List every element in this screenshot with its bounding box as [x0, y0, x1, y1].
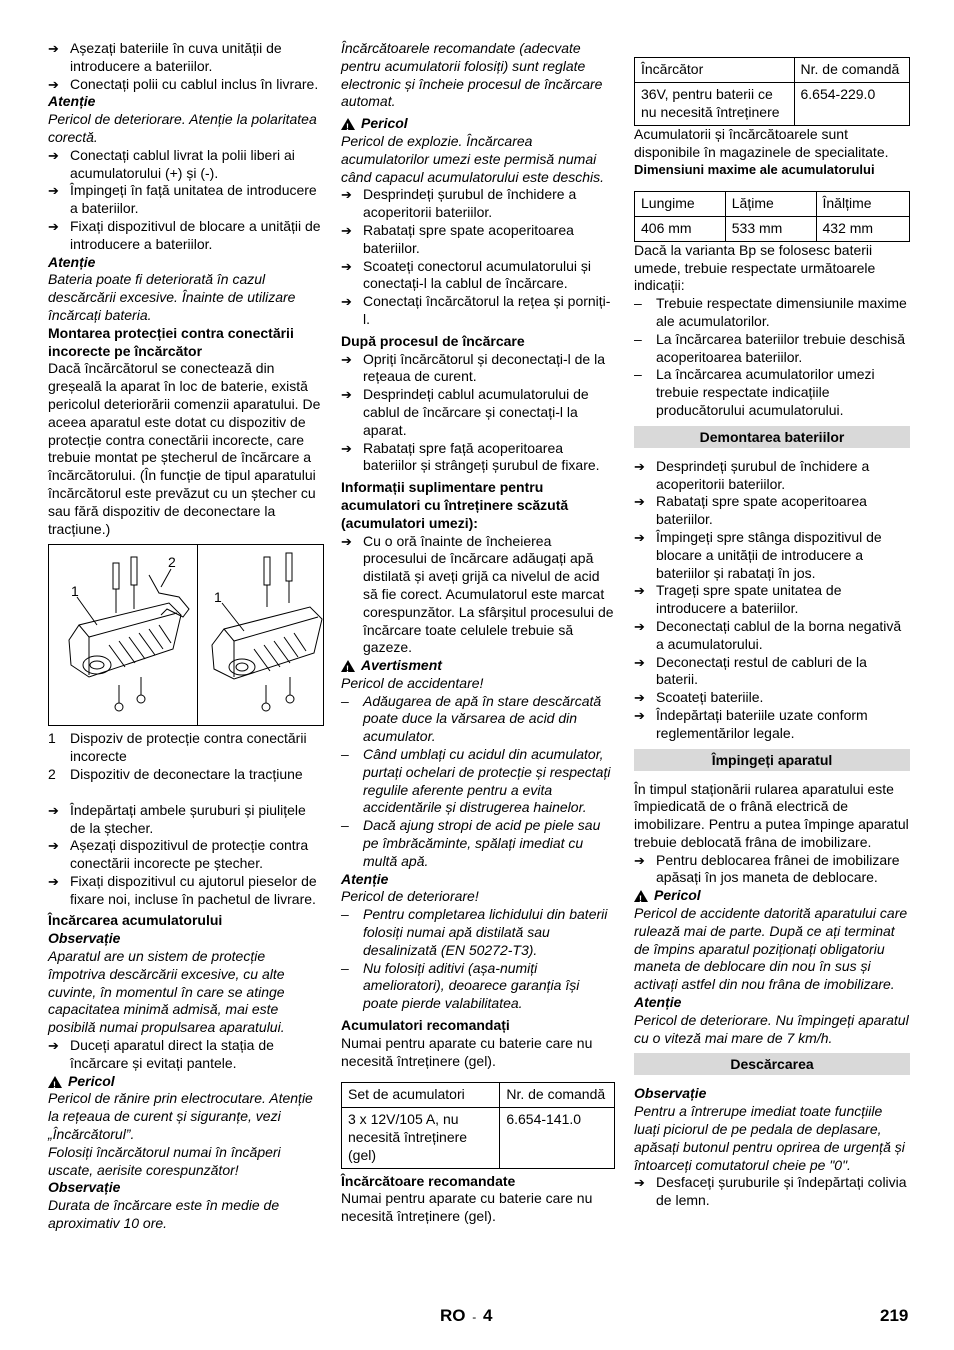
table-header-cell: Lățime: [725, 192, 816, 217]
attention-text: Pericol de deteriorare. Atenție la polaritatea corectă.: [48, 111, 317, 145]
legend-item: [48, 766, 324, 784]
section-heading: Montarea protecției contra conectării incorecte pe încărcător: [48, 324, 294, 359]
section-heading: Acumulatori recomandați: [341, 1017, 510, 1034]
plug-protection-drawing: [198, 545, 325, 725]
note-text: Aparatul are un sistem de protecție împotriva descărcării excesive, cu alte cuvinte, în momentul în care se atinge capacitatea minimă admisă, mai este posibilă numai propulsarea aparatului.: [48, 948, 285, 1036]
table-header-row: [342, 1083, 615, 1108]
step: ➔ Cu o oră înainte de încheierea procesului de încărcare adăugați apă distilată și aveți grijă ca nivelul de acid să fie corect. Acumulatorul este marcat corespunzător. La sfârșitul procesului de încărcare toate celulele trebuie să gazeze.: [341, 533, 615, 658]
dash-item: – Dacă ajung stropi de acid pe piele sau pe îmbrăcăminte, spălați imediat cu multă apă.: [341, 817, 615, 870]
step: ➔ Trageți spre spate unitatea de introducere a bateriilor.: [634, 582, 910, 618]
dash-item: – Pentru completarea lichidului din baterii folosiți numai apă distilată sau desalinizată (EN 50272-T3).: [341, 906, 615, 959]
section-banner-unloading: Descărcarea: [634, 1053, 910, 1075]
legend-number: 1: [48, 730, 56, 747]
danger-header: [341, 115, 615, 133]
table-header-row: [635, 58, 910, 83]
table-header-cell: Nr. de comandă: [500, 1083, 615, 1108]
legend-text: Dispoziv de protecție contra conectării incorecte: [70, 730, 307, 765]
step: ➔ Desfaceți șuruburile și îndepărtați colivia de lemn.: [634, 1174, 910, 1210]
table-cell: 6.654-229.0: [794, 82, 910, 125]
note-title: Observație: [48, 930, 121, 947]
warning-icon: [341, 118, 355, 130]
plug-protection-drawing: [49, 545, 197, 725]
legend-item: [48, 730, 324, 766]
danger-title: Pericol: [68, 1072, 115, 1089]
step: ➔ Desprindeți șurubul de închidere a acoperitorii bateriilor.: [634, 458, 910, 494]
warning-text: Pericol de accidentare!: [341, 674, 484, 691]
danger-header: [48, 1073, 324, 1091]
step: ➔ Așezați bateriile în cuva unității de introducere a bateriilor.: [48, 40, 324, 76]
danger-title: Pericol: [654, 887, 701, 904]
attention-title: Atenție: [48, 93, 96, 110]
attention-text: Pericol de deteriorare. Nu împingeți aparatul cu o viteză mai mare de 7 km/h.: [634, 1011, 909, 1046]
attention-title: Atenție: [341, 870, 389, 887]
step: ➔ Desprindeți șurubul de închidere a acoperitorii bateriilor.: [341, 186, 615, 222]
section-heading: Încărcarea acumulatorului: [48, 912, 223, 929]
warning-icon: [48, 1076, 62, 1088]
table-header-cell: Nr. de comandă: [794, 58, 910, 83]
step: ➔ Conectați încărcătorul la rețea și porniți-l.: [341, 293, 615, 329]
figure-label: 1: [71, 583, 79, 600]
paragraph: În timpul staționării rularea aparatului este împiedicată de o frână electrică de imobilizare. Pentru a putea împinge aparatul trebuie deblocată frâna de imobilizare.: [634, 780, 909, 850]
table-cell: 6.654-141.0: [500, 1108, 615, 1168]
section-heading: Încărcătoare recomandate: [341, 1172, 516, 1189]
charger-table: [634, 57, 910, 126]
step: ➔ Așezați dispozitivul de protecție contra conectării incorecte pe ștecher.: [48, 837, 324, 873]
dash-item: – Când umblați cu acidul din acumulator, purtați ochelari de protecție și respectați regulile aferente pentru a evita accidentările și distrugerea hainelor.: [341, 746, 615, 817]
table-cell: 36V, pentru baterii ce nu necesită întreținere: [635, 82, 795, 125]
warning-title: Avertisment: [361, 657, 442, 674]
attention-text: Bateria poate fi deteriorată în cazul descărcării excesive. Înainte de utilizare încărcați bateria.: [48, 271, 296, 323]
danger-text: Pericol de explozie. Încărcarea acumulatorilor umezi este permisă numai când capacul acumulatorului este deschis.: [341, 132, 605, 185]
section-banner-push-device: Împingeți aparatul: [634, 749, 910, 771]
step: ➔ Rabatați spre față acoperitoarea bateriilor și strângeți șurubul de fixare.: [341, 440, 615, 476]
column-3: [634, 57, 910, 1210]
step: ➔ Rabatați spre spate acoperitoarea bateriilor.: [634, 493, 910, 529]
table-header-cell: Set de acumulatori: [342, 1083, 500, 1108]
table-cell: 3 x 12V/105 A, nu necesită întreținere (gel): [342, 1108, 500, 1168]
table-cell: 406 mm: [635, 216, 726, 241]
attention-title: Atenție: [48, 253, 96, 270]
section-heading: Informații suplimentare pentru acumulatori cu întreținere scăzută (acumulatori umezi):: [341, 479, 569, 531]
table-cell: 432 mm: [816, 216, 910, 241]
paragraph: Dacă încărcătorul se conectează din greșeală la aparat în loc de baterie, există pericolul deteriorării comenzii aparatului. De aceea aparatul este dotat cu dispozitiv de protecție contra conectării incorecte, care trebuie montat pe ștecherul de încărcare a încărcătorului. (În funcție de tipul aparatului încărcătorul este prevăzut cu un ștecher cu sau fără dispozitiv de deconectare la tracțiune.): [48, 360, 321, 537]
table-cell: 533 mm: [725, 216, 816, 241]
step: ➔ Îndepărtați bateriile uzate conform reglementărilor legale.: [634, 707, 910, 743]
step: ➔ Deconectați cablul de la borna negativă a acumulatorului.: [634, 618, 910, 654]
connector-figure: [48, 544, 324, 726]
section-banner-battery-removal: Demontarea bateriilor: [634, 426, 910, 448]
danger-text: Pericol de accidente datorită aparatului care rulează mai de parte. După ce ați terminat de împins aparatul poziționați obligatoriu maneta de deblocare din nou în sus și activați astfel din nou frâna de imobilizare.: [634, 905, 908, 993]
danger-text: Folosiți încărcătorul numai în încăperi uscate, aerisite corespunzător!: [48, 1143, 281, 1178]
section-heading: După procesul de încărcare: [341, 332, 525, 349]
danger-title: Pericol: [361, 115, 408, 132]
dash-item: – La încărcarea acumulatorilor umezi trebuie respectate indicațiile producătorului acumulatorului.: [634, 366, 910, 419]
dash-item: – Adăugarea de apă în stare descărcată poate duce la vărsarea de acid din acumulator.: [341, 693, 615, 746]
note-text: Pentru a întrerupe imediat toate funcțiile luați piciorul de pe pedala de deplasare, apăsați butonul pentru oprirea de urgență și întoarceți comutatorul cheie pe "0".: [634, 1103, 905, 1173]
step: ➔ Duceți aparatul direct la stația de încărcare și evitați pantele.: [48, 1037, 324, 1073]
step: ➔ Opriți încărcătorul și deconectați-l de la rețeaua de curent.: [341, 351, 615, 387]
step: ➔ Deconectați restul de cabluri de la baterii.: [634, 654, 910, 690]
attention-title: Atenție: [634, 994, 682, 1011]
paragraph: Numai pentru aparate cu baterie care nu necesită întreținere (gel).: [341, 1034, 593, 1069]
table-header-cell: Lungime: [635, 192, 726, 217]
dash-item: – La încărcarea bateriilor trebuie deschisă acoperitoarea bateriilor.: [634, 331, 910, 367]
footer-total-page: 219: [880, 1306, 909, 1325]
footer-language: RO: [440, 1306, 466, 1325]
table-row: [635, 216, 910, 241]
step: ➔ Fixați dispozitivul cu ajutorul pieselor de fixare noi, incluse în pachetul de livrare.: [48, 873, 324, 909]
danger-header: [634, 887, 910, 905]
paragraph: Dacă la varianta Bp se folosesc baterii umede, trebuie respectate următoarele indicații:: [634, 241, 876, 294]
figure-label: 2: [168, 554, 176, 571]
figure-label: 1: [214, 589, 222, 606]
step: ➔ Conectați cablul livrat la polii liberi ai acumulatorului (+) și (-).: [48, 147, 324, 183]
paragraph: Numai pentru aparate cu baterie care nu necesită întreținere (gel).: [341, 1190, 593, 1225]
section-heading: Dimensiuni maxime ale acumulatorului: [634, 162, 875, 178]
dimensions-table: [634, 191, 910, 242]
column-2: [341, 40, 615, 1226]
step: ➔ Scoateți conectorul acumulatorului și conectați-l la cablul de încărcare.: [341, 258, 615, 294]
paragraph: Acumulatorii și încărcătoarele sunt disponibile în magazinele de specialitate.: [634, 125, 889, 160]
table-header-cell: Înălțime: [816, 192, 910, 217]
battery-table: [341, 1082, 615, 1168]
warning-header: [341, 657, 615, 675]
step: ➔ Împingeți spre stânga dispozitivul de blocare a unității de introducere a bateriilor și rabatați în jos.: [634, 529, 910, 582]
step: ➔ Desprindeți cablul acumulatorului de cablul de încărcare și conectați-l la aparat.: [341, 386, 615, 439]
note-text: Durata de încărcare este în medie de aproximativ 10 ore.: [48, 1197, 280, 1232]
step: ➔ Îndepărtați ambele șuruburi și piulițele de la ștecher.: [48, 802, 324, 838]
warning-icon: [341, 660, 355, 672]
footer-page-label: [440, 1306, 492, 1326]
attention-text: Pericol de deteriorare!: [341, 888, 479, 905]
step: ➔ Conectați polii cu cablul inclus în livrare.: [48, 76, 324, 94]
note-title: Observație: [48, 1179, 121, 1196]
note-title: Observație: [634, 1085, 707, 1102]
step: ➔ Pentru deblocarea frânei de imobilizare apăsați în jos maneta de deblocare.: [634, 852, 910, 888]
danger-text: Pericol de rănire prin electrocutare. Atenție la rețeaua de curent și siguranțe, vezi „Încărcătorul”.: [48, 1090, 313, 1143]
step: ➔ Rabatați spre spate acoperitoarea bateriilor.: [341, 222, 615, 258]
figure-right-panel: [197, 545, 325, 725]
legend-number: 2: [48, 765, 56, 782]
footer-page: 4: [482, 1306, 493, 1325]
table-header-cell: Încărcător: [635, 58, 795, 83]
table-row: [635, 82, 910, 125]
step: ➔ Împingeți în față unitatea de introducere a bateriilor.: [48, 182, 324, 218]
warning-icon: [634, 890, 648, 902]
footer-separator: -: [472, 1310, 477, 1324]
paragraph: Încărcătoarele recomandate (adecvate pentru acumulatorii folosiți) sunt reglate electronic și încheie procesul de încărcare automat.: [341, 40, 603, 110]
table-row: [342, 1108, 615, 1168]
step: ➔ Scoateți bateriile.: [634, 689, 910, 707]
dash-item: – Trebuie respectate dimensiunile maxime ale acumulatorilor.: [634, 295, 910, 331]
legend-text: Dispozitiv de deconectare la tracțiune: [70, 765, 303, 782]
column-1: [48, 40, 324, 1233]
table-header-row: [635, 192, 910, 217]
dash-item: – Nu folosiți aditivi (așa-numiți amelioratori), deoarece garanția își poate pierde valabilitatea.: [341, 960, 615, 1013]
figure-left-panel: [49, 545, 197, 725]
step: ➔ Fixați dispozitivul de blocare a unității de introducere a bateriilor.: [48, 218, 324, 254]
